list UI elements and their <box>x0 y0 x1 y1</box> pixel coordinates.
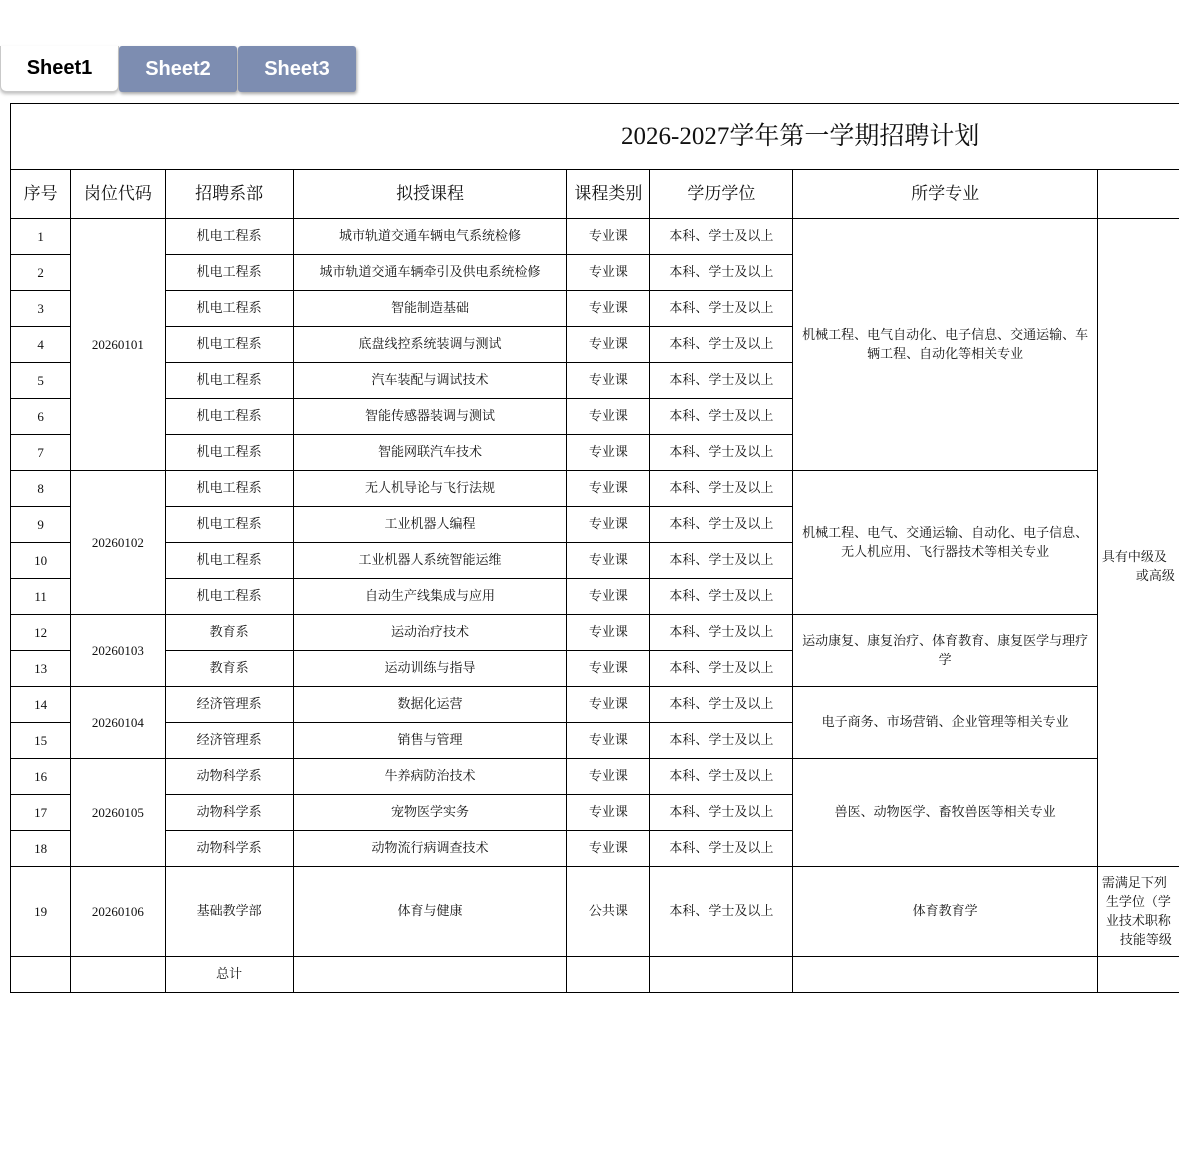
course-cell[interactable]: 工业机器人系统智能运维 <box>293 543 567 579</box>
row-number-cell[interactable]: 2 <box>11 255 71 291</box>
empty-cell[interactable] <box>567 957 650 993</box>
course-type-cell[interactable]: 专业课 <box>567 291 650 327</box>
row-number-cell[interactable]: 1 <box>11 219 71 255</box>
department-cell[interactable]: 机电工程系 <box>165 219 293 255</box>
department-cell[interactable]: 机电工程系 <box>165 471 293 507</box>
course-cell[interactable]: 智能网联汽车技术 <box>293 435 567 471</box>
requirement-cell[interactable] <box>1097 867 1179 957</box>
department-cell[interactable]: 机电工程系 <box>165 399 293 435</box>
education-cell[interactable]: 本科、学士及以上 <box>650 759 793 795</box>
row-number-cell[interactable]: 8 <box>11 471 71 507</box>
course-cell[interactable]: 无人机导论与飞行法规 <box>293 471 567 507</box>
row-number-cell[interactable]: 7 <box>11 435 71 471</box>
course-cell[interactable]: 工业机器人编程 <box>293 507 567 543</box>
education-cell[interactable]: 本科、学士及以上 <box>650 579 793 615</box>
department-cell[interactable]: 机电工程系 <box>165 543 293 579</box>
requirement-cell[interactable] <box>1097 219 1179 867</box>
course-cell[interactable]: 宠物医学实务 <box>293 795 567 831</box>
empty-cell[interactable] <box>11 957 71 993</box>
education-cell[interactable]: 本科、学士及以上 <box>650 327 793 363</box>
major-cell[interactable]: 运动康复、康复治疗、体育教育、康复医学与理疗学 <box>793 615 1098 687</box>
department-cell[interactable]: 机电工程系 <box>165 255 293 291</box>
recruitment-plan-table <box>10 103 1179 993</box>
department-cell[interactable]: 经济管理系 <box>165 687 293 723</box>
course-cell[interactable]: 城市轨道交通车辆牵引及供电系统检修 <box>293 255 567 291</box>
department-cell[interactable]: 动物科学系 <box>165 759 293 795</box>
course-type-cell[interactable]: 专业课 <box>567 507 650 543</box>
header-cell[interactable]: 招聘系部 <box>165 170 293 219</box>
row-number-cell[interactable]: 14 <box>11 687 71 723</box>
major-cell[interactable]: 兽医、动物医学、畜牧兽医等相关专业 <box>793 759 1098 867</box>
row-number-cell[interactable]: 10 <box>11 543 71 579</box>
header-cell[interactable]: 岗位代码 <box>71 170 165 219</box>
education-cell[interactable]: 本科、学士及以上 <box>650 867 793 957</box>
header-cell[interactable]: 序号 <box>11 170 71 219</box>
header-cell[interactable]: 课程类别 <box>567 170 650 219</box>
empty-cell[interactable] <box>793 957 1098 993</box>
requirement-line: 生学位（学 <box>1105 894 1171 910</box>
course-cell[interactable]: 汽车装配与调试技术 <box>293 363 567 399</box>
course-type-cell[interactable]: 专业课 <box>567 399 650 435</box>
department-cell[interactable]: 机电工程系 <box>165 363 293 399</box>
row-number-cell[interactable]: 16 <box>11 759 71 795</box>
course-type-cell[interactable]: 专业课 <box>567 327 650 363</box>
education-cell[interactable]: 本科、学士及以上 <box>650 435 793 471</box>
tab-sheet2[interactable]: Sheet2 <box>119 46 237 92</box>
position-code-cell[interactable]: 20260106 <box>71 867 165 957</box>
row-number-cell[interactable]: 4 <box>11 327 71 363</box>
course-type-cell[interactable]: 专业课 <box>567 687 650 723</box>
course-type-cell[interactable]: 专业课 <box>567 615 650 651</box>
education-cell[interactable]: 本科、学士及以上 <box>650 795 793 831</box>
row-number-cell[interactable]: 13 <box>11 651 71 687</box>
course-cell[interactable]: 自动生产线集成与应用 <box>293 579 567 615</box>
spreadsheet-grid <box>10 103 1179 993</box>
position-code-cell[interactable]: 20260104 <box>71 687 165 759</box>
row-number-cell[interactable]: 9 <box>11 507 71 543</box>
education-cell[interactable]: 本科、学士及以上 <box>650 615 793 651</box>
table-row <box>11 615 1179 651</box>
course-type-cell[interactable]: 专业课 <box>567 363 650 399</box>
course-type-cell[interactable]: 专业课 <box>567 543 650 579</box>
total-row <box>11 957 1179 993</box>
course-cell[interactable]: 智能传感器装调与测试 <box>293 399 567 435</box>
total-label-cell[interactable]: 总计 <box>165 957 293 993</box>
header-row <box>11 170 1179 219</box>
course-cell[interactable]: 运动治疗技术 <box>293 615 567 651</box>
course-type-cell[interactable]: 专业课 <box>567 471 650 507</box>
course-type-cell[interactable]: 专业课 <box>567 435 650 471</box>
requirement-line: 或高级 <box>1135 568 1175 584</box>
course-cell[interactable]: 运动训练与指导 <box>293 651 567 687</box>
tab-sheet1[interactable]: Sheet1 <box>0 46 119 92</box>
education-cell[interactable]: 本科、学士及以上 <box>650 831 793 867</box>
row-number-cell[interactable]: 17 <box>11 795 71 831</box>
department-cell[interactable]: 经济管理系 <box>165 723 293 759</box>
row-number-cell[interactable]: 11 <box>11 579 71 615</box>
position-code-cell[interactable]: 20260102 <box>71 471 165 615</box>
table-row <box>11 867 1179 957</box>
department-cell[interactable]: 基础教学部 <box>165 867 293 957</box>
course-type-cell[interactable]: 专业课 <box>567 795 650 831</box>
department-cell[interactable]: 机电工程系 <box>165 327 293 363</box>
empty-cell[interactable] <box>650 957 793 993</box>
table-row <box>11 219 1179 255</box>
empty-cell[interactable] <box>1097 957 1179 993</box>
education-cell[interactable]: 本科、学士及以上 <box>650 219 793 255</box>
position-code-cell[interactable]: 20260103 <box>71 615 165 687</box>
course-type-cell[interactable]: 专业课 <box>567 759 650 795</box>
tab-sheet3[interactable]: Sheet3 <box>238 46 356 92</box>
major-cell[interactable]: 机械工程、电气、交通运输、自动化、电子信息、无人机应用、飞行器技术等相关专业 <box>793 471 1098 615</box>
course-cell[interactable]: 智能制造基础 <box>293 291 567 327</box>
empty-cell[interactable] <box>293 957 567 993</box>
row-number-cell[interactable]: 3 <box>11 291 71 327</box>
course-type-cell[interactable]: 专业课 <box>567 255 650 291</box>
header-cell[interactable] <box>1097 170 1179 219</box>
department-cell[interactable]: 机电工程系 <box>165 579 293 615</box>
table-row <box>11 687 1179 723</box>
course-type-cell[interactable]: 公共课 <box>567 867 650 957</box>
education-cell[interactable]: 本科、学士及以上 <box>650 723 793 759</box>
department-cell[interactable]: 动物科学系 <box>165 831 293 867</box>
education-cell[interactable]: 本科、学士及以上 <box>650 687 793 723</box>
requirement-line: 具有中级及 <box>1101 549 1167 565</box>
row-number-cell[interactable]: 19 <box>11 867 71 957</box>
position-code-cell[interactable]: 20260101 <box>71 219 165 471</box>
requirement-line: 需满足下列 <box>1101 875 1167 891</box>
row-number-cell[interactable]: 5 <box>11 363 71 399</box>
course-type-cell[interactable]: 专业课 <box>567 579 650 615</box>
department-cell[interactable]: 教育系 <box>165 651 293 687</box>
course-type-cell[interactable]: 专业课 <box>567 219 650 255</box>
requirement-line: 业技术职称 <box>1105 913 1171 929</box>
course-cell[interactable]: 体育与健康 <box>293 867 567 957</box>
department-cell[interactable]: 机电工程系 <box>165 435 293 471</box>
major-cell[interactable]: 体育教育学 <box>793 867 1098 957</box>
education-cell[interactable]: 本科、学士及以上 <box>650 291 793 327</box>
header-cell[interactable]: 所学专业 <box>793 170 1098 219</box>
course-cell[interactable]: 销售与管理 <box>293 723 567 759</box>
education-cell[interactable]: 本科、学士及以上 <box>650 543 793 579</box>
department-cell[interactable]: 动物科学系 <box>165 795 293 831</box>
empty-cell[interactable] <box>71 957 165 993</box>
table-row <box>11 471 1179 507</box>
education-cell[interactable]: 本科、学士及以上 <box>650 507 793 543</box>
course-cell[interactable]: 底盘线控系统装调与测试 <box>293 327 567 363</box>
education-cell[interactable]: 本科、学士及以上 <box>650 255 793 291</box>
education-cell[interactable]: 本科、学士及以上 <box>650 471 793 507</box>
course-type-cell[interactable]: 专业课 <box>567 831 650 867</box>
education-cell[interactable]: 本科、学士及以上 <box>650 363 793 399</box>
sheet-title[interactable]: 2026-2027学年第一学期招聘计划 <box>11 104 1179 170</box>
major-cell[interactable]: 电子商务、市场营销、企业管理等相关专业 <box>793 687 1098 759</box>
row-number-cell[interactable]: 15 <box>11 723 71 759</box>
education-cell[interactable]: 本科、学士及以上 <box>650 651 793 687</box>
course-cell[interactable]: 数据化运营 <box>293 687 567 723</box>
major-cell[interactable]: 机械工程、电气自动化、电子信息、交通运输、车辆工程、自动化等相关专业 <box>793 219 1098 471</box>
header-cell[interactable]: 学历学位 <box>650 170 793 219</box>
course-cell[interactable]: 城市轨道交通车辆电气系统检修 <box>293 219 567 255</box>
header-cell[interactable]: 拟授课程 <box>293 170 567 219</box>
row-number-cell[interactable]: 18 <box>11 831 71 867</box>
education-cell[interactable]: 本科、学士及以上 <box>650 399 793 435</box>
course-type-cell[interactable]: 专业课 <box>567 723 650 759</box>
table-row <box>11 759 1179 795</box>
department-cell[interactable]: 教育系 <box>165 615 293 651</box>
department-cell[interactable]: 机电工程系 <box>165 291 293 327</box>
row-number-cell[interactable]: 6 <box>11 399 71 435</box>
course-cell[interactable]: 牛养病防治技术 <box>293 759 567 795</box>
department-cell[interactable]: 机电工程系 <box>165 507 293 543</box>
position-code-cell[interactable]: 20260105 <box>71 759 165 867</box>
course-type-cell[interactable]: 专业课 <box>567 651 650 687</box>
row-number-cell[interactable]: 12 <box>11 615 71 651</box>
requirement-line: 技能等级 <box>1119 932 1172 948</box>
course-cell[interactable]: 动物流行病调查技术 <box>293 831 567 867</box>
